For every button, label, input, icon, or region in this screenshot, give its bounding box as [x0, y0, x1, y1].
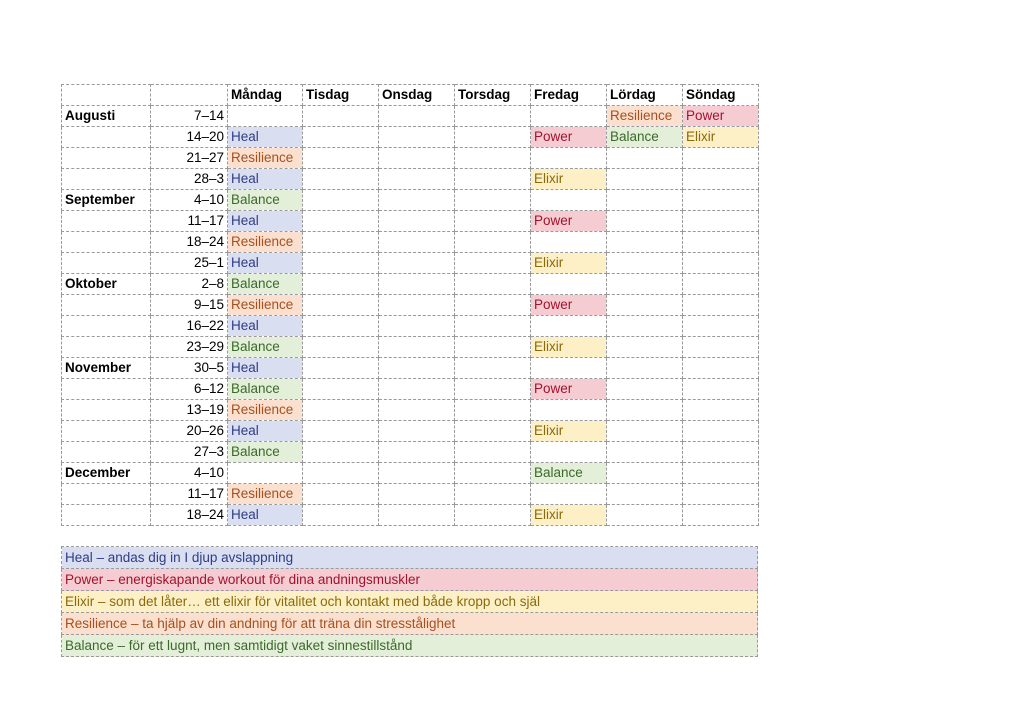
empty-cell: [303, 232, 379, 253]
activity-cell: Power: [531, 127, 607, 148]
empty-cell: [683, 232, 759, 253]
month-label: [62, 169, 151, 190]
empty-cell: [531, 316, 607, 337]
empty-cell: [379, 400, 455, 421]
week-range: 28–3: [151, 169, 228, 190]
empty-cell: [607, 442, 683, 463]
empty-cell: [379, 190, 455, 211]
empty-cell: [607, 295, 683, 316]
day-header: Måndag: [228, 85, 303, 106]
empty-cell: [379, 463, 455, 484]
legend-row: [62, 635, 758, 657]
empty-cell: [455, 190, 531, 211]
empty-cell: [531, 190, 607, 211]
activity-cell: Resilience: [228, 400, 303, 421]
empty-cell: [607, 421, 683, 442]
empty-cell: [379, 106, 455, 127]
empty-cell: [379, 127, 455, 148]
empty-cell: [303, 190, 379, 211]
schedule-table: [61, 84, 759, 526]
table-row: [62, 253, 759, 274]
empty-cell: [455, 484, 531, 505]
month-label: [62, 400, 151, 421]
empty-cell: [303, 463, 379, 484]
legend-item-balance: Balance – för ett lugnt, men samtidigt vaket sinnestillstånd: [62, 635, 758, 657]
empty-cell: [379, 148, 455, 169]
activity-cell: Power: [531, 211, 607, 232]
week-range: 27–3: [151, 442, 228, 463]
empty-cell: [379, 421, 455, 442]
empty-cell: [455, 295, 531, 316]
month-label: [62, 148, 151, 169]
month-label: [62, 442, 151, 463]
activity-cell: Heal: [228, 421, 303, 442]
legend-row: [62, 591, 758, 613]
empty-cell: [228, 463, 303, 484]
activity-cell: Elixir: [531, 169, 607, 190]
month-label: Augusti: [62, 106, 151, 127]
activity-cell: Balance: [228, 442, 303, 463]
empty-cell: [607, 316, 683, 337]
empty-cell: [531, 106, 607, 127]
empty-cell: [607, 337, 683, 358]
empty-cell: [607, 505, 683, 526]
activity-cell: Elixir: [531, 337, 607, 358]
empty-cell: [455, 106, 531, 127]
week-range: 23–29: [151, 337, 228, 358]
table-row: [62, 379, 759, 400]
empty-cell: [303, 274, 379, 295]
legend-item-resilience: Resilience – ta hjälp av din andning för att träna din stresstålighet: [62, 613, 758, 635]
week-range: 16–22: [151, 316, 228, 337]
activity-cell: Power: [531, 295, 607, 316]
empty-cell: [303, 484, 379, 505]
activity-cell: Elixir: [531, 505, 607, 526]
empty-cell: [683, 442, 759, 463]
empty-cell: [607, 484, 683, 505]
month-label: Oktober: [62, 274, 151, 295]
activity-cell: Elixir: [531, 421, 607, 442]
activity-cell: Heal: [228, 169, 303, 190]
legend-item-elixir: Elixir – som det låter… ett elixir för vitalitet och kontakt med både kropp och själ: [62, 591, 758, 613]
empty-cell: [455, 253, 531, 274]
empty-cell: [228, 106, 303, 127]
week-range: 6–12: [151, 379, 228, 400]
empty-cell: [379, 232, 455, 253]
empty-cell: [683, 400, 759, 421]
empty-cell: [303, 106, 379, 127]
empty-cell: [607, 253, 683, 274]
empty-cell: [455, 316, 531, 337]
empty-cell: [607, 379, 683, 400]
empty-cell: [607, 169, 683, 190]
empty-cell: [303, 421, 379, 442]
empty-cell: [303, 379, 379, 400]
empty-cell: [683, 379, 759, 400]
empty-cell: [303, 127, 379, 148]
month-label: [62, 505, 151, 526]
header-row: [62, 85, 759, 106]
table-row: [62, 316, 759, 337]
week-range: 11–17: [151, 484, 228, 505]
table-row: [62, 400, 759, 421]
empty-cell: [455, 232, 531, 253]
schedule-body: [62, 106, 759, 526]
empty-cell: [303, 253, 379, 274]
empty-cell: [455, 379, 531, 400]
activity-cell: Resilience: [228, 148, 303, 169]
table-row: [62, 484, 759, 505]
empty-cell: [455, 274, 531, 295]
empty-cell: [683, 358, 759, 379]
activity-cell: Balance: [531, 463, 607, 484]
legend-row: [62, 547, 758, 569]
header-week-cell: [151, 85, 228, 106]
empty-cell: [455, 421, 531, 442]
empty-cell: [531, 274, 607, 295]
empty-cell: [303, 400, 379, 421]
empty-cell: [379, 358, 455, 379]
table-row: [62, 337, 759, 358]
activity-cell: Heal: [228, 505, 303, 526]
activity-cell: Resilience: [228, 484, 303, 505]
empty-cell: [303, 442, 379, 463]
empty-cell: [683, 295, 759, 316]
empty-cell: [455, 358, 531, 379]
month-label: November: [62, 358, 151, 379]
empty-cell: [455, 211, 531, 232]
table-row: [62, 358, 759, 379]
empty-cell: [455, 169, 531, 190]
empty-cell: [683, 169, 759, 190]
table-row: [62, 190, 759, 211]
empty-cell: [455, 463, 531, 484]
empty-cell: [303, 295, 379, 316]
empty-cell: [683, 421, 759, 442]
empty-cell: [607, 358, 683, 379]
day-header: Tisdag: [303, 85, 379, 106]
month-label: [62, 232, 151, 253]
activity-cell: Heal: [228, 211, 303, 232]
legend-row: [62, 613, 758, 635]
week-range: 2–8: [151, 274, 228, 295]
empty-cell: [379, 295, 455, 316]
empty-cell: [303, 505, 379, 526]
activity-cell: Resilience: [228, 232, 303, 253]
month-label: [62, 316, 151, 337]
week-range: 18–24: [151, 232, 228, 253]
month-label: [62, 484, 151, 505]
week-range: 30–5: [151, 358, 228, 379]
activity-cell: Elixir: [531, 253, 607, 274]
table-row: [62, 211, 759, 232]
empty-cell: [379, 505, 455, 526]
empty-cell: [379, 274, 455, 295]
empty-cell: [683, 253, 759, 274]
header-month-cell: [62, 85, 151, 106]
month-label: December: [62, 463, 151, 484]
empty-cell: [303, 211, 379, 232]
empty-cell: [531, 232, 607, 253]
table-row: [62, 232, 759, 253]
empty-cell: [303, 316, 379, 337]
month-label: [62, 379, 151, 400]
empty-cell: [607, 463, 683, 484]
empty-cell: [531, 358, 607, 379]
table-row: [62, 169, 759, 190]
week-range: 13–19: [151, 400, 228, 421]
empty-cell: [683, 463, 759, 484]
empty-cell: [303, 148, 379, 169]
month-label: [62, 211, 151, 232]
activity-cell: Elixir: [683, 127, 759, 148]
week-range: 9–15: [151, 295, 228, 316]
empty-cell: [607, 190, 683, 211]
day-header: Söndag: [683, 85, 759, 106]
legend-item-power: Power – energiskapande workout för dina andningsmuskler: [62, 569, 758, 591]
empty-cell: [379, 316, 455, 337]
empty-cell: [455, 505, 531, 526]
activity-cell: Power: [531, 379, 607, 400]
empty-cell: [455, 127, 531, 148]
empty-cell: [379, 379, 455, 400]
empty-cell: [607, 274, 683, 295]
activity-cell: Heal: [228, 316, 303, 337]
activity-cell: Resilience: [228, 295, 303, 316]
week-range: 25–1: [151, 253, 228, 274]
activity-cell: Balance: [228, 190, 303, 211]
table-row: [62, 106, 759, 127]
day-header: Fredag: [531, 85, 607, 106]
activity-cell: Heal: [228, 127, 303, 148]
empty-cell: [607, 211, 683, 232]
empty-cell: [683, 484, 759, 505]
empty-cell: [683, 211, 759, 232]
month-label: [62, 253, 151, 274]
week-range: 18–24: [151, 505, 228, 526]
month-label: [62, 127, 151, 148]
month-label: [62, 295, 151, 316]
table-row: [62, 463, 759, 484]
activity-cell: Heal: [228, 358, 303, 379]
table-row: [62, 148, 759, 169]
empty-cell: [303, 358, 379, 379]
activity-cell: Heal: [228, 253, 303, 274]
month-label: September: [62, 190, 151, 211]
empty-cell: [379, 337, 455, 358]
table-row: [62, 295, 759, 316]
empty-cell: [455, 148, 531, 169]
empty-cell: [683, 316, 759, 337]
empty-cell: [607, 400, 683, 421]
activity-cell: Balance: [228, 337, 303, 358]
week-range: 4–10: [151, 463, 228, 484]
table-row: [62, 127, 759, 148]
table-row: [62, 442, 759, 463]
empty-cell: [455, 400, 531, 421]
week-range: 11–17: [151, 211, 228, 232]
empty-cell: [531, 484, 607, 505]
week-range: 4–10: [151, 190, 228, 211]
activity-cell: Power: [683, 106, 759, 127]
empty-cell: [379, 484, 455, 505]
activity-cell: Balance: [607, 127, 683, 148]
activity-cell: Balance: [228, 379, 303, 400]
empty-cell: [531, 148, 607, 169]
empty-cell: [607, 148, 683, 169]
table-row: [62, 274, 759, 295]
week-range: 14–20: [151, 127, 228, 148]
legend-row: [62, 569, 758, 591]
empty-cell: [303, 337, 379, 358]
empty-cell: [607, 232, 683, 253]
activity-cell: Resilience: [607, 106, 683, 127]
empty-cell: [531, 400, 607, 421]
empty-cell: [683, 190, 759, 211]
week-range: 7–14: [151, 106, 228, 127]
empty-cell: [531, 442, 607, 463]
month-label: [62, 421, 151, 442]
day-header: Lördag: [607, 85, 683, 106]
table-row: [62, 505, 759, 526]
empty-cell: [683, 337, 759, 358]
table-row: [62, 421, 759, 442]
activity-cell: Balance: [228, 274, 303, 295]
empty-cell: [303, 169, 379, 190]
month-label: [62, 337, 151, 358]
legend-table: [61, 546, 758, 657]
empty-cell: [379, 253, 455, 274]
empty-cell: [683, 148, 759, 169]
legend-item-heal: Heal – andas dig in I djup avslappning: [62, 547, 758, 569]
empty-cell: [455, 442, 531, 463]
empty-cell: [379, 169, 455, 190]
empty-cell: [683, 274, 759, 295]
empty-cell: [455, 337, 531, 358]
empty-cell: [379, 442, 455, 463]
week-range: 20–26: [151, 421, 228, 442]
day-header: Torsdag: [455, 85, 531, 106]
week-range: 21–27: [151, 148, 228, 169]
legend-body: [62, 547, 758, 657]
empty-cell: [683, 505, 759, 526]
empty-cell: [379, 211, 455, 232]
day-header: Onsdag: [379, 85, 455, 106]
